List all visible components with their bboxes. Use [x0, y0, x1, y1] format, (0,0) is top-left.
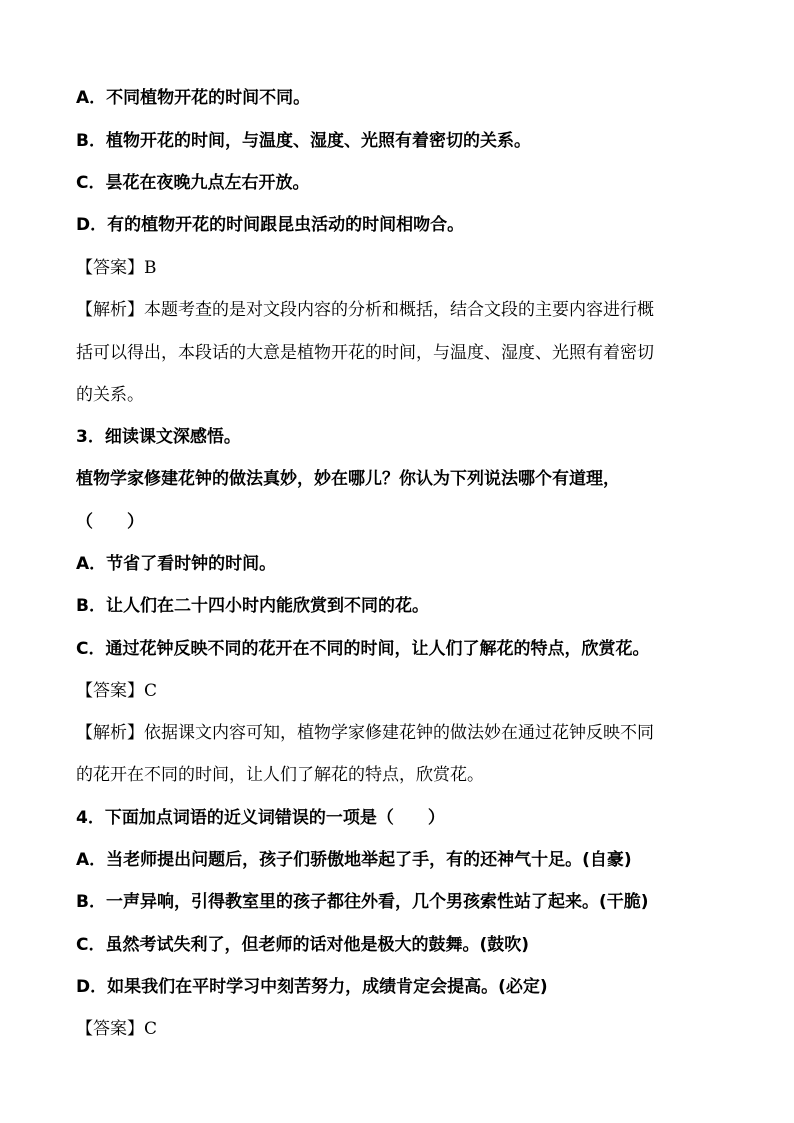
question-4-option-c: C．虽然考试失利了，但老师的话对他是极大的鼓舞。(鼓吹): [76, 935, 530, 955]
analysis-line-3: 的关系。: [76, 385, 144, 405]
option-d-line: D．有的植物开花的时间跟昆虫活动的时间相吻合。: [76, 215, 465, 235]
question-3-option-c: C．通过花钟反映不同的花开在不同的时间，让人们了解花的特点，欣赏花。: [76, 639, 650, 659]
question-3-blank: （ ）: [76, 512, 144, 532]
question-4-option-b: B．一声异响，引得教室里的孩子都往外看，几个男孩索性站了起来。(干脆): [76, 892, 649, 912]
answer-line: 【答案】B: [76, 258, 157, 278]
answer-line: 【答案】C: [76, 1019, 158, 1039]
analysis-line-1: 【解析】本题考查的是对文段内容的分析和概括，结合文段的主要内容进行概: [76, 300, 654, 320]
question-3-option-a: A．节省了看时钟的时间。: [76, 554, 277, 574]
option-c-line: C．昙花在夜晚九点左右开放。: [76, 173, 310, 193]
question-4-option-d: D．如果我们在平时学习中刻苦努力，成绩肯定会提高。(必定): [76, 977, 548, 997]
answer-line: 【答案】C: [76, 681, 158, 701]
option-a-line: A．不同植物开花的时间不同。: [76, 88, 311, 108]
question-3-heading: 3．细读课文深感悟。: [76, 427, 241, 447]
question-3-option-b: B．让人们在二十四小时内能欣赏到不同的花。: [76, 596, 429, 616]
analysis-line-4: 【解析】依据课文内容可知，植物学家修建花钟的做法妙在通过花钟反映不同: [76, 723, 654, 743]
analysis-line-5: 的花开在不同的时间，让人们了解花的特点，欣赏花。: [76, 765, 484, 785]
analysis-line-2: 括可以得出，本段话的大意是植物开花的时间，与温度、湿度、光照有着密切: [76, 343, 654, 363]
option-b-line: B．植物开花的时间，与温度、湿度、光照有着密切的关系。: [76, 131, 531, 151]
question-4-heading: 4．下面加点词语的近义词错误的一项是（ ）: [76, 808, 445, 828]
question-4-option-a: A．当老师提出问题后，孩子们骄傲地举起了手，有的还神气十足。(自豪): [76, 850, 632, 870]
question-3-prompt: 植物学家修建花钟的做法真妙，妙在哪儿？你认为下列说法哪个有道理，: [76, 469, 620, 489]
